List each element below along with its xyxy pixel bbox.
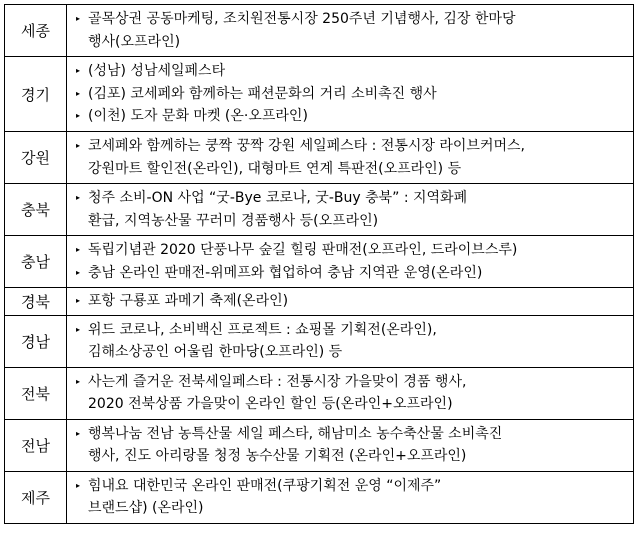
table-row [5,236,634,288]
bullet-icon: ▸ [76,141,81,150]
content-cell [67,184,634,236]
bullet-icon: ▸ [76,296,81,305]
bullet-item [76,239,627,262]
item-text: 힘내요 대한민국 온라인 판매전(쿠팡기획전 운영 “이제주” [88,477,442,494]
bullet-item-continuation [76,341,627,364]
content-cell [67,236,634,288]
region-cell: 경남 [5,315,67,367]
table-row [5,419,634,471]
bullet-icon: ▸ [76,111,81,121]
bullet-icon: ▸ [76,14,81,23]
bullet-item [76,371,627,394]
bullet-item [76,8,627,31]
table-row [5,288,634,316]
item-text: 독립기념관 2020 단풍나무 숲길 힐링 판매전(오프라인, 드라이브스루) [88,242,518,258]
bullet-item [76,423,627,446]
bullet-icon: ▸ [76,376,81,386]
item-text: 코세페와 함께하는 쿵짝 꿍짝 강원 세일페스타 : 전통시장 라이브커머스, [88,138,525,154]
bullet-item [76,319,627,342]
bullet-item-continuation [76,210,627,233]
region-cell: 제주 [5,471,67,523]
table-row [5,57,634,132]
bullet-item [76,83,627,106]
bullet-item-continuation [76,445,627,468]
item-text: 위드 코로나, 소비백신 프로젝트 : 쇼핑몰 기획전(온라인), [88,321,437,338]
table-row [5,5,634,57]
table-row [5,184,634,236]
item-text: 청주 소비-ON 사업 “굿-Bye 코로나, 굿-Buy 충북” : 지역화폐 [88,190,468,206]
bullet-item [76,105,627,128]
bullet-item [76,60,627,83]
region-cell: 세종 [5,5,67,57]
region-cell: 경기 [5,57,67,132]
bullet-item-continuation [76,31,627,54]
item-text: 사는게 즐거운 전북세일페스타 : 전통시장 가을맞이 경품 행사, [88,373,467,390]
content-cell [67,419,634,471]
bullet-icon: ▸ [76,193,81,202]
item-text: (성남) 성남세일페스타 [88,63,226,80]
content-cell [67,132,634,184]
bullet-icon: ▸ [76,428,81,438]
region-cell: 충북 [5,184,67,236]
item-text: 강원마트 할인전(온라인), 대형마트 연계 특판전(오프라인) 등 [88,160,462,177]
regional-events-table [4,4,634,524]
bullet-icon: ▸ [76,88,81,98]
item-text: 김해소상공인 어울림 한마당(오프라인) 등 [88,344,343,360]
region-cell: 충남 [5,236,67,288]
bullet-icon: ▸ [76,480,81,490]
item-text: 행복나눔 전남 농특산물 세일 페스타, 해남미소 농수축산물 소비촉진 [88,425,503,442]
bullet-item [76,135,627,158]
item-text: 포항 구룡포 과메기 축제(온라인) [88,293,289,309]
content-cell [67,288,634,316]
content-cell [67,5,634,57]
content-cell [67,471,634,523]
table-row [5,367,634,419]
bullet-item-continuation [76,393,627,416]
bullet-icon: ▸ [76,245,81,254]
table-row [5,471,634,523]
bullet-icon: ▸ [76,324,81,334]
region-cell: 전남 [5,419,67,471]
content-cell [67,315,634,367]
bullet-icon: ▸ [76,267,81,277]
item-text: (김포) 코세페와 함께하는 패션문화의 거리 소비촉진 행사 [88,85,437,102]
region-cell: 경북 [5,288,67,316]
bullet-item [76,187,627,210]
item-text: 행사, 진도 아리랑몰 청정 농수산물 기획전 (온라인+오프라인) [88,448,467,464]
content-cell [67,367,634,419]
table-row [5,315,634,367]
bullet-item [76,475,627,498]
region-cell: 전북 [5,367,67,419]
item-text: 환급, 지역농산물 꾸러미 경품행사 등(오프라인) [88,212,379,229]
item-text: 충남 온라인 판매전-위메프와 협업하여 충남 지역관 운영(온라인) [88,264,483,281]
content-cell [67,57,634,132]
bullet-item [76,290,627,313]
bullet-item [76,262,627,285]
table-row [5,132,634,184]
region-cell: 강원 [5,132,67,184]
item-text: 브랜드샵) (온라인) [88,500,204,516]
bullet-icon: ▸ [76,66,81,76]
bullet-item-continuation [76,158,627,181]
item-text: 행사(오프라인) [88,33,181,50]
item-text: (이천) 도자 문화 마켓 (온·오프라인) [88,108,308,125]
bullet-item-continuation [76,497,627,520]
item-text: 골목상권 공동마케팅, 조치원전통시장 250주년 기념행사, 김장 한마당 [88,11,516,27]
item-text: 2020 전북상품 가을맞이 온라인 할인 등(온라인+오프라인) [88,396,453,412]
